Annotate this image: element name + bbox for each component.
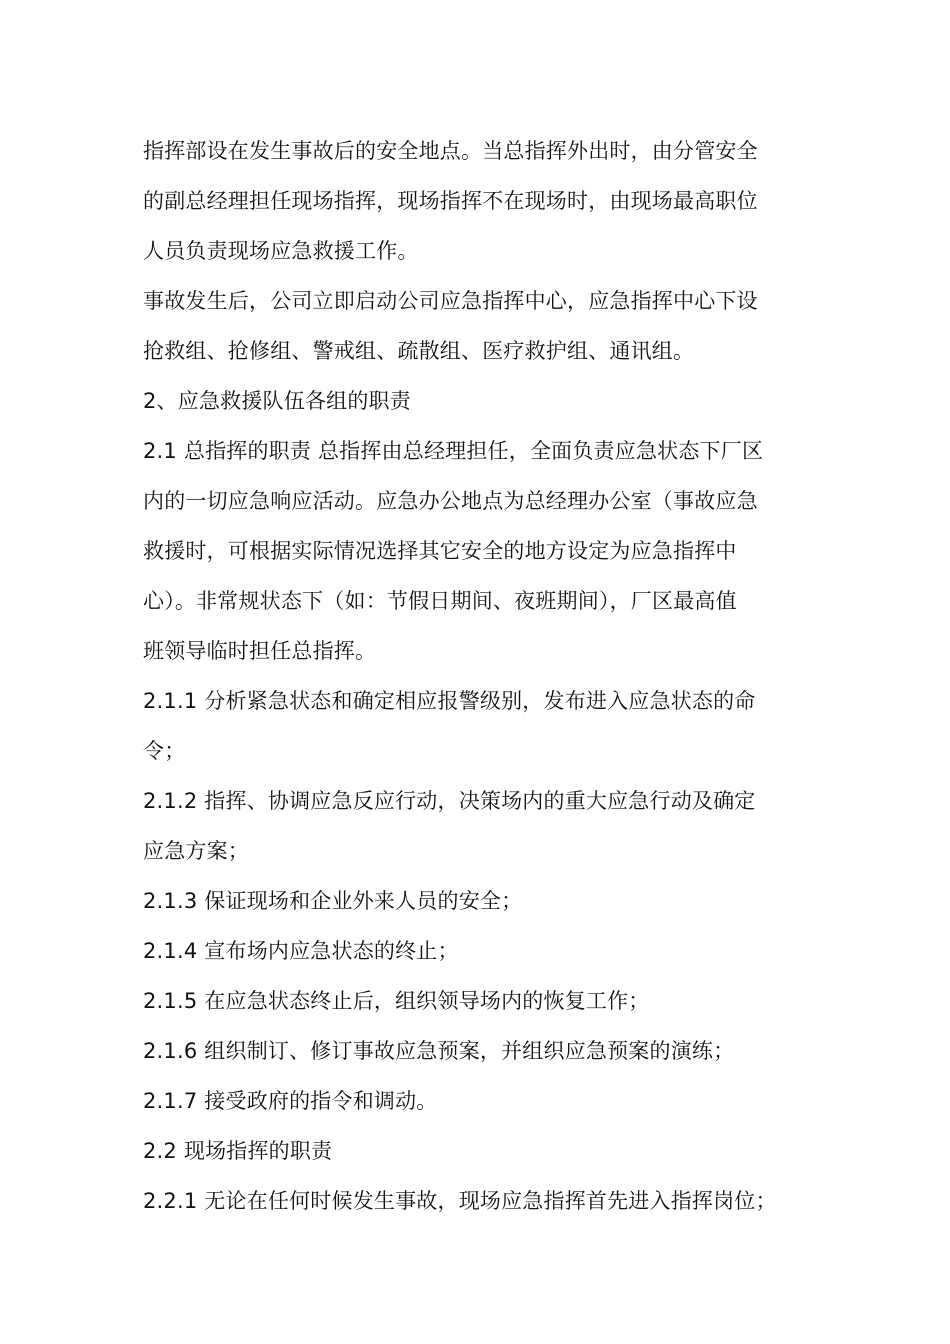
text-line: 应急方案； bbox=[143, 839, 249, 863]
text-line: 救援时，可根据实际情况选择其它安全的地方设定为应急指挥中 bbox=[143, 539, 737, 563]
text-line: 2.1.3 保证现场和企业外来人员的安全； bbox=[143, 889, 523, 913]
text-line: 抢救组、抢修组、警戒组、疏散组、医疗救护组、通讯组。 bbox=[143, 339, 695, 363]
text-line: 2.1.4 宣布场内应急状态的终止； bbox=[143, 939, 459, 963]
text-line: 的副总经理担任现场指挥，现场指挥不在现场时，由现场最高职位 bbox=[143, 189, 758, 213]
section-heading: 2、应急救援队伍各组的职责 bbox=[143, 389, 411, 413]
text-line: 2.1.6 组织制订、修订事故应急预案，并组织应急预案的演练； bbox=[143, 1039, 735, 1063]
text-line: 事故发生后，公司立即启动公司应急指挥中心，应急指挥中心下设 bbox=[143, 289, 758, 313]
section-heading: 2.2 现场指挥的职责 bbox=[143, 1139, 333, 1163]
text-line: 心）。非常规状态下（如：节假日期间、夜班期间），厂区最高值 bbox=[143, 589, 737, 613]
text-line: 人员负责现场应急救援工作。 bbox=[143, 239, 419, 263]
text-line: 2.1.2 指挥、协调应急反应行动，决策场内的重大应急行动及确定 bbox=[143, 789, 756, 813]
text-line: 2.1 总指挥的职责 总指挥由总经理担任，全面负责应急状态下厂区 bbox=[143, 439, 764, 463]
text-line: 2.1.7 接受政府的指令和调动。 bbox=[143, 1089, 438, 1113]
text-line: 指挥部设在发生事故后的安全地点。当总指挥外出时，由分管安全 bbox=[143, 139, 758, 163]
text-line: 内的一切应急响应活动。应急办公地点为总经理办公室（事故应急 bbox=[143, 489, 758, 513]
document-body bbox=[143, 126, 833, 1226]
text-line: 令； bbox=[143, 739, 186, 763]
text-line: 班领导临时担任总指挥。 bbox=[143, 639, 377, 663]
text-line: 2.1.5 在应急状态终止后，组织领导场内的恢复工作； bbox=[143, 989, 650, 1013]
text-line: 2.1.1 分析紧急状态和确定相应报警级别，发布进入应急状态的命 bbox=[143, 689, 756, 713]
text-line: 2.2.1 无论在任何时候发生事故，现场应急指挥首先进入指挥岗位； bbox=[143, 1189, 777, 1213]
